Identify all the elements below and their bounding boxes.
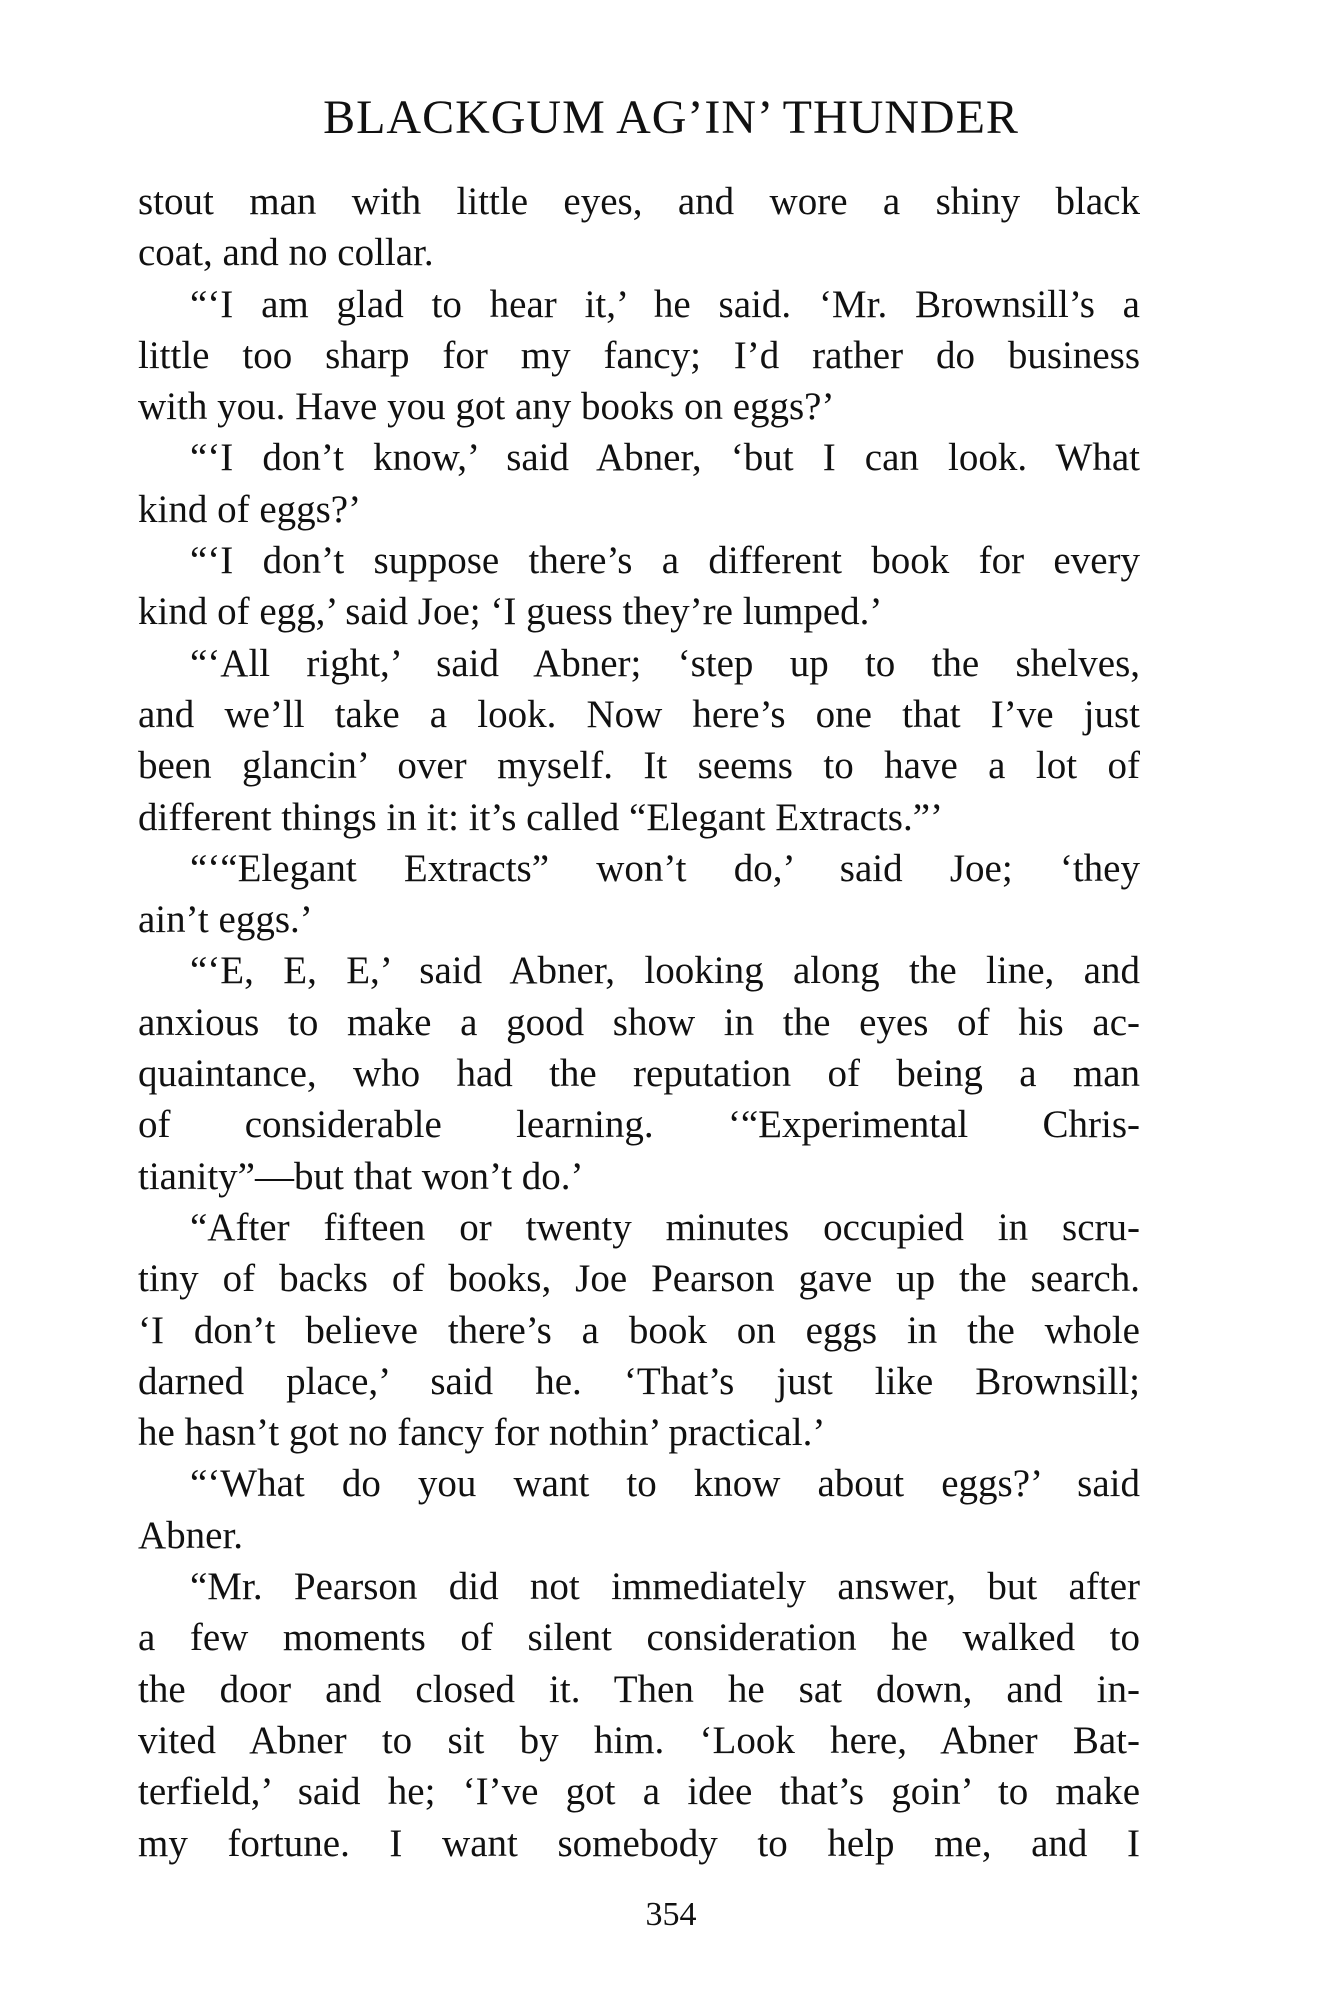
text-line: tiny of backs of books, Joe Pearson gave up the search. <box>138 1257 1140 1301</box>
text-line: with you. Have you got any books on eggs?’ <box>138 385 835 429</box>
text-line: different things in it: it’s called “Elegant Extracts.”’ <box>138 795 944 839</box>
text-line: terfield,’ said he; ‘I’ve got a idee that’s goin’ to make <box>138 1770 1140 1814</box>
text-line: of considerable learning. ‘“Experimental Chris- <box>138 1103 1140 1147</box>
text-line: vited Abner to sit by him. ‘Look here, Abner Bat- <box>138 1718 1140 1762</box>
text-line: a few moments of silent consideration he walked to <box>138 1616 1140 1660</box>
text-line: “‘“Elegant Extracts” won’t do,’ said Joe; ‘they <box>190 846 1140 890</box>
text-line: and we’ll take a look. Now here’s one that I’ve just <box>138 692 1140 736</box>
text-line: “‘All right,’ said Abner; ‘step up to the shelves, <box>190 641 1140 685</box>
text-line: stout man with little eyes, and wore a shiny black <box>138 180 1140 223</box>
text-line: coat, and no collar. <box>138 231 434 275</box>
running-head: BLACKGUM AG’IN’ THUNDER <box>323 91 1019 144</box>
text-line: tianity”—but that won’t do.’ <box>138 1154 584 1198</box>
text-line: quaintance, who had the reputation of being a man <box>138 1052 1140 1096</box>
text-line: ain’t eggs.’ <box>138 898 313 942</box>
text-line: kind of egg,’ said Joe; ‘I guess they’re lumped.’ <box>138 590 883 634</box>
body-text <box>138 176 1140 1869</box>
text-line: the door and closed it. Then he sat down, and in- <box>138 1667 1140 1711</box>
text-line: “‘E, E, E,’ said Abner, looking along the line, and <box>190 949 1140 993</box>
text-line: little too sharp for my fancy; I’d rather do business <box>138 333 1140 377</box>
text-line: anxious to make a good show in the eyes of his ac- <box>138 1000 1140 1044</box>
text-line: Abner. <box>138 1513 244 1557</box>
text-line: my fortune. I want somebody to help me, and I <box>138 1821 1140 1865</box>
text-line: he hasn’t got no fancy for nothin’ practical.’ <box>138 1411 826 1455</box>
text-line: been glancin’ over myself. It seems to have a lot of <box>138 744 1140 788</box>
text-line: “‘I am glad to hear it,’ he said. ‘Mr. Brownsill’s a <box>190 282 1140 326</box>
text-line: “‘I don’t know,’ said Abner, ‘but I can look. What <box>190 436 1140 480</box>
text-line: ‘I don’t believe there’s a book on eggs in the whole <box>138 1308 1140 1352</box>
text-line: “‘I don’t suppose there’s a different book for every <box>190 539 1140 583</box>
text-line: “After fifteen or twenty minutes occupied in scru- <box>190 1205 1140 1249</box>
text-line: “‘What do you want to know about eggs?’ said <box>190 1462 1140 1506</box>
text-line: kind of eggs?’ <box>138 487 362 531</box>
text-line: “Mr. Pearson did not immediately answer, but after <box>190 1565 1140 1609</box>
text-line: darned place,’ said he. ‘That’s just like Brownsill; <box>138 1359 1140 1403</box>
page-number: 354 <box>645 1896 697 1933</box>
